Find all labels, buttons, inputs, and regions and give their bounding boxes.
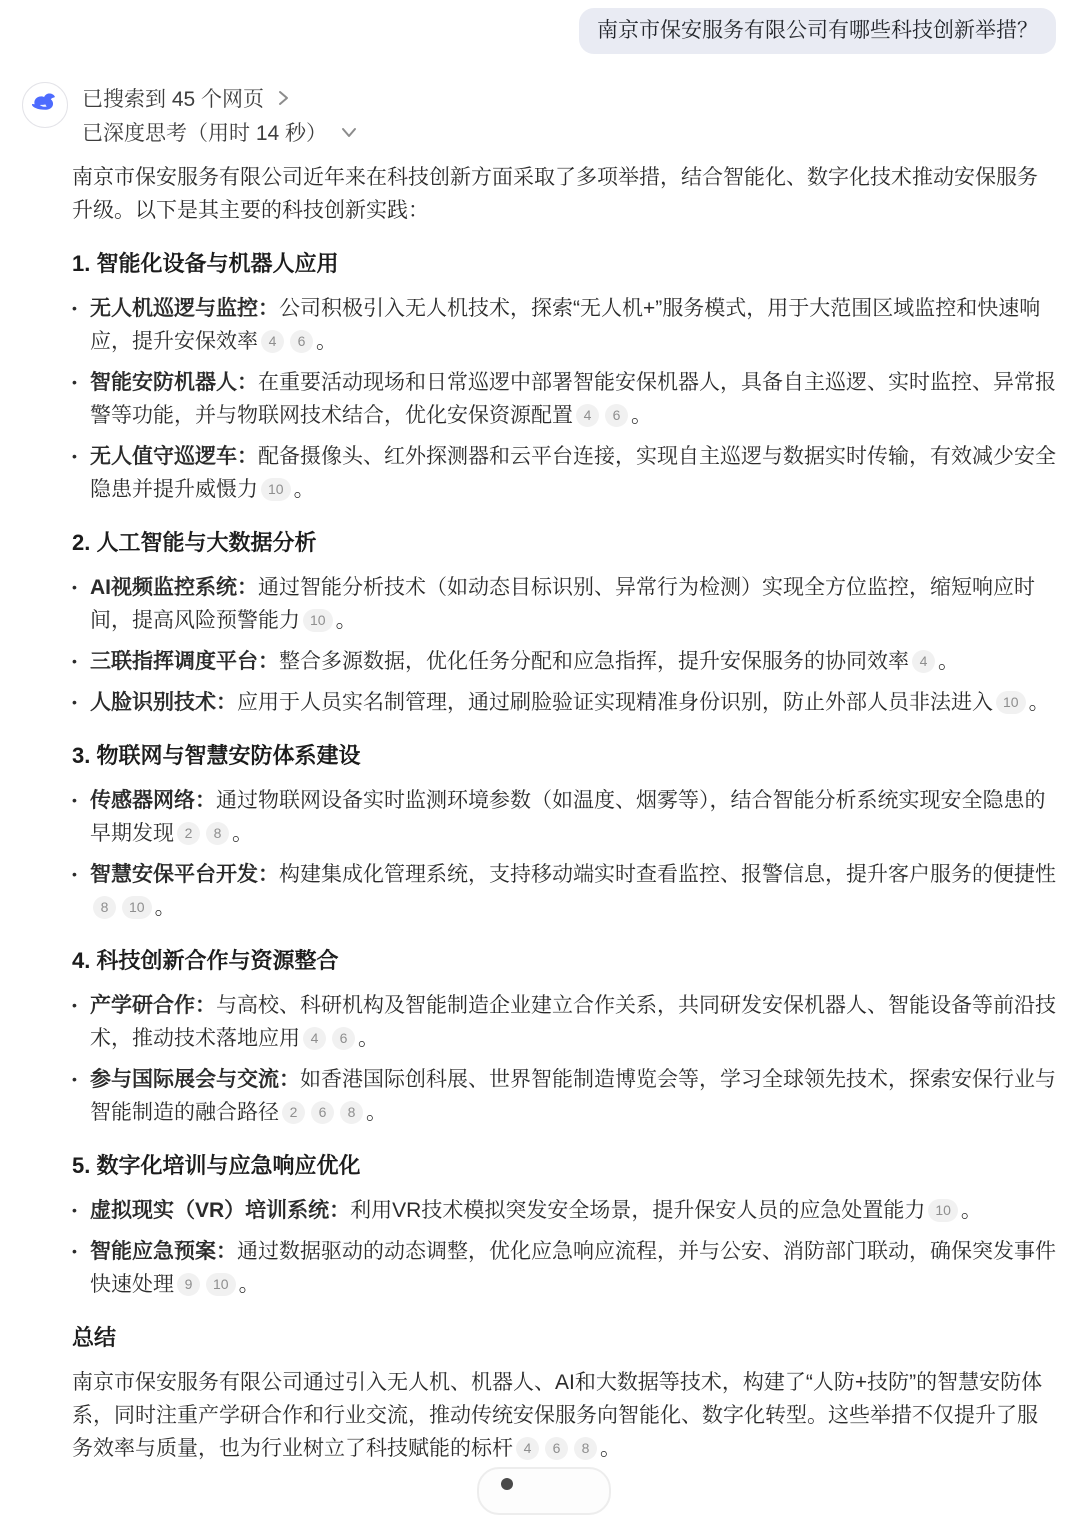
bullet-text: 与高校、科研机构及智能制造企业建立合作关系，共同研发安保机器人、智能设备等前沿技术，推动技术落地应用 <box>90 994 1056 1050</box>
citation-badge[interactable]: 10 <box>122 896 152 919</box>
section-heading: 2. 人工智能与大数据分析 <box>72 530 317 555</box>
citation-badge[interactable]: 10 <box>303 609 333 632</box>
citation-badge[interactable]: 4 <box>516 1437 539 1460</box>
whale-logo-icon <box>29 87 61 124</box>
bullet-body <box>90 645 1058 678</box>
bullet-icon: • <box>72 579 77 595</box>
bullet-lead: 智慧安保平台开发： <box>90 863 279 886</box>
list-item <box>72 571 1058 637</box>
bullet-text: 利用VR技术模拟突发安全场景，提升保安人员的应急处置能力 <box>350 1199 926 1222</box>
bullet-icon: • <box>72 374 77 390</box>
bullet-list <box>72 1194 1058 1301</box>
bullet-text: 如香港国际创科展、世界智能制造博览会等，学习全球领先技术，探索安保行业与智能制造的融合路径 <box>90 1068 1056 1124</box>
section-heading: 3. 物联网与智慧安防体系建设 <box>72 743 361 768</box>
citations <box>573 404 631 427</box>
bullet-icon: • <box>72 653 77 669</box>
list-item <box>72 1235 1058 1301</box>
citations <box>300 1027 358 1050</box>
bullet-lead: 无人值守巡逻车： <box>90 445 258 468</box>
bullet-tail: 。 <box>316 330 337 353</box>
bullet-body <box>90 989 1058 1055</box>
list-item <box>72 645 1058 678</box>
bullet-lead: 无人机巡逻与监控： <box>90 297 279 320</box>
bullet-body <box>90 858 1058 924</box>
bullet-body <box>90 686 1058 719</box>
bullet-lead: 智能应急预案： <box>90 1240 237 1263</box>
bullet-body <box>90 1235 1058 1301</box>
bullet-text: 整合多源数据，优化任务分配和应急指挥，提升安保服务的协同效率 <box>279 650 909 673</box>
citations <box>258 330 316 353</box>
citations <box>300 609 336 632</box>
content-section <box>72 1149 1058 1301</box>
bullet-tail: 。 <box>938 650 959 673</box>
bullet-text: 构建集成化管理系统，支持移动端实时查看监控、报警信息，提升客户服务的便捷性 <box>279 863 1056 886</box>
bullet-tail: 。 <box>154 896 176 919</box>
citation-badge[interactable]: 4 <box>912 650 935 673</box>
bullet-icon: • <box>72 694 77 710</box>
list-item <box>72 366 1058 432</box>
bullet-tail: 。 <box>366 1101 387 1124</box>
citation-badge[interactable]: 8 <box>93 896 116 919</box>
bullet-icon: • <box>72 866 77 882</box>
bullet-body <box>90 571 1058 637</box>
answer-content <box>72 161 1058 1465</box>
content-section <box>72 247 1058 506</box>
citations <box>90 896 155 919</box>
bullet-icon: • <box>72 997 77 1013</box>
citation-badge[interactable]: 8 <box>206 822 229 845</box>
bullet-lead: 三联指挥调度平台： <box>90 650 279 673</box>
bullet-icon: • <box>72 300 77 316</box>
chevron-down-icon <box>339 125 359 140</box>
bullet-lead: AI视频监控系统： <box>90 576 258 599</box>
deep-think-status-button[interactable] <box>82 117 359 147</box>
bullet-lead: 人脸识别技术： <box>90 691 237 714</box>
bullet-tail: 。 <box>358 1027 379 1050</box>
citations <box>174 1273 239 1296</box>
content-section <box>72 526 1058 719</box>
bullet-icon: • <box>72 448 77 464</box>
search-status-button[interactable] <box>82 83 359 113</box>
bullet-lead: 传感器网络： <box>90 789 216 812</box>
citations <box>279 1101 366 1124</box>
sections <box>72 247 1058 1301</box>
list-item <box>72 1063 1058 1129</box>
citation-badge[interactable]: 4 <box>303 1027 326 1050</box>
bullet-list <box>72 571 1058 719</box>
section-heading: 1. 智能化设备与机器人应用 <box>72 251 339 276</box>
content-section <box>72 739 1058 924</box>
summary-paragraph <box>72 1366 1058 1465</box>
bullet-icon: • <box>72 1202 77 1218</box>
citation-badge[interactable]: 10 <box>996 691 1026 714</box>
citations <box>909 650 938 673</box>
bullet-text: 通过物联网设备实时监测环境参数（如温度、烟雾等），结合智能分析系统实现安全隐患的早期发现 <box>90 789 1046 845</box>
citation-badge[interactable]: 4 <box>261 330 284 353</box>
citations <box>258 478 294 501</box>
summary-text: 南京市保安服务有限公司通过引入无人机、机器人、AI和大数据等技术，构建了“人防+技防”的智慧安防体系，同时注重产学研合作和行业交流，推动传统安保服务向智能化、数字化转型。这些举措不仅提升了服务效率与质量，也为行业树立了科技赋能的标杆 <box>72 1371 1043 1460</box>
citation-badge[interactable]: 10 <box>206 1273 236 1296</box>
list-item <box>72 989 1058 1055</box>
bullet-tail: 。 <box>238 1273 260 1296</box>
bullet-text: 公司积极引入无人机技术，探索“无人机+”服务模式，用于大范围区域监控和快速响应，提升安保效率 <box>90 297 1041 353</box>
summary-citations <box>513 1437 600 1460</box>
bullet-text: 应用于人员实名制管理，通过刷脸验证实现精准身份识别，防止外部人员非法进入 <box>237 691 993 714</box>
bullet-list <box>72 989 1058 1129</box>
summary-tail: 。 <box>600 1437 621 1460</box>
citation-badge[interactable]: 6 <box>545 1437 568 1460</box>
bottom-action-pill[interactable] <box>477 1467 611 1515</box>
citation-badge[interactable]: 10 <box>261 478 291 501</box>
bullet-text: 通过智能分析技术（如动态目标识别、异常行为检测）实现全方位监控，缩短响应时间，提高风险预警能力 <box>90 576 1035 632</box>
citation-badge[interactable]: 2 <box>282 1101 305 1124</box>
bullet-text: 在重要活动现场和日常巡逻中部署智能安保机器人，具备自主巡逻、实时监控、异常报警等功能，并与物联网技术结合，优化安保资源配置 <box>90 371 1056 427</box>
citation-badge[interactable]: 6 <box>332 1027 355 1050</box>
bullet-lead: 产学研合作： <box>90 994 216 1017</box>
citation-badge[interactable]: 6 <box>290 330 313 353</box>
bullet-icon: • <box>72 1243 77 1259</box>
status-column <box>82 82 359 147</box>
bullet-tail: 。 <box>232 822 253 845</box>
bullet-list <box>72 292 1058 506</box>
list-item <box>72 784 1058 850</box>
bullet-icon: • <box>72 792 77 808</box>
bullet-lead: 参与国际展会与交流： <box>90 1068 300 1091</box>
avatar <box>22 82 68 128</box>
bullet-body <box>90 440 1058 506</box>
bullet-tail: 。 <box>293 478 315 501</box>
citation-badge[interactable]: 6 <box>311 1101 334 1124</box>
bullet-list <box>72 784 1058 924</box>
citations <box>174 822 232 845</box>
bullet-tail: 。 <box>335 609 357 632</box>
citation-badge[interactable]: 2 <box>177 822 200 845</box>
bullet-tail: 。 <box>960 1199 982 1222</box>
citation-badge[interactable]: 8 <box>574 1437 597 1460</box>
citations <box>993 691 1029 714</box>
bullet-text: 配备摄像头、红外探测器和云平台连接，实现自主巡逻与数据实时传输，有效减少安全隐患并提升威慑力 <box>90 445 1056 501</box>
content-section <box>72 944 1058 1129</box>
intro-paragraph: 南京市保安服务有限公司近年来在科技创新方面采取了多项举措，结合智能化、数字化技术推动安保服务升级。以下是其主要的科技创新实践： <box>72 166 1038 222</box>
bullet-body <box>90 366 1058 432</box>
deep-think-status-label: 已深度思考（用时 14 秒） <box>82 122 328 145</box>
citation-badge[interactable]: 6 <box>605 404 628 427</box>
bullet-tail: 。 <box>1028 691 1050 714</box>
summary-heading: 总结 <box>72 1325 117 1350</box>
citation-badge[interactable]: 9 <box>177 1273 200 1296</box>
bullet-tail: 。 <box>631 404 652 427</box>
bullet-body <box>90 1194 1058 1227</box>
list-item <box>72 292 1058 358</box>
list-item <box>72 1194 1058 1227</box>
user-question-bubble: 南京市保安服务有限公司有哪些科技创新举措？ <box>579 8 1056 54</box>
citations <box>925 1199 961 1222</box>
list-item <box>72 858 1058 924</box>
bullet-text: 通过数据驱动的动态调整，优化应急响应流程，并与公安、消防部门联动，确保突发事件快速处理 <box>90 1240 1056 1296</box>
bullet-body <box>90 784 1058 850</box>
assistant-header <box>22 82 1080 147</box>
citation-badge[interactable]: 8 <box>340 1101 363 1124</box>
bullet-lead: 虚拟现实（VR）培训系统： <box>90 1199 351 1222</box>
section-heading: 5. 数字化培训与应急响应优化 <box>72 1153 361 1178</box>
chevron-right-icon <box>276 88 291 108</box>
bullet-icon: • <box>72 1071 77 1087</box>
section-heading: 4. 科技创新合作与资源整合 <box>72 948 339 973</box>
question-row <box>0 0 1080 54</box>
search-status-label: 已搜索到 45 个网页 <box>82 88 265 111</box>
bullet-body <box>90 292 1058 358</box>
bullet-lead: 智能安防机器人： <box>90 371 258 394</box>
list-item <box>72 686 1058 719</box>
citation-badge[interactable]: 10 <box>928 1199 958 1222</box>
list-item <box>72 440 1058 506</box>
bullet-body <box>90 1063 1058 1129</box>
citation-badge[interactable]: 4 <box>576 404 599 427</box>
